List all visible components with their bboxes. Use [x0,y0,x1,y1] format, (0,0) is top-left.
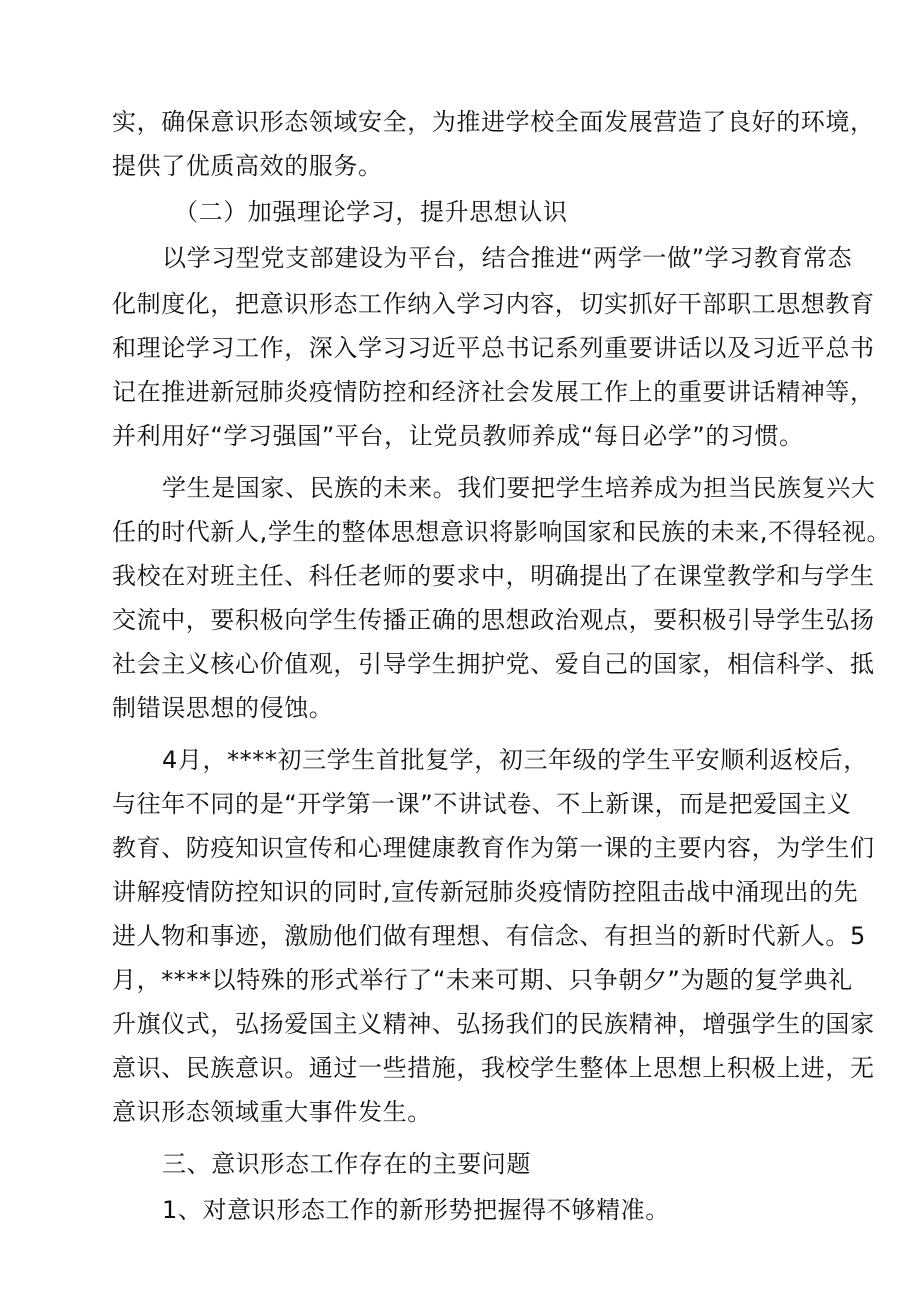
text-line: 我校在对班主任、科任老师的要求中，明确提出了在课堂教学和与学生 [112,562,875,590]
text-line: 月，****以特殊的形式举行了“未来可期、只争朝夕”为题的复学典礼 [112,966,853,994]
text-line: 学生是国家、民族的未来。我们要把学生培养成为担当民族复兴大 [162,474,876,502]
text-line: 以学习型党支部建设为平台，结合推进“两学一做”学习教育常态 [162,244,853,272]
text-line: 升旗仪式，弘扬爱国主义精神、弘扬我们的民族精神，增强学生的国家 [112,1010,875,1038]
text-line: 意识形态领域重大事件发生。 [112,1098,432,1126]
text-line: 4月，****初三学生首批复学，初三年级的学生平安顺利返校后， [162,746,868,774]
text-line: 讲解疫情防控知识的同时,宣传新冠肺炎疫情防控阻击战中涌现出的先 [112,878,859,906]
text-line: 与往年不同的是“开学第一课”不讲试卷、不上新课，而是把爱国主义 [112,790,852,818]
text-line: 记在推进新冠肺炎疫情防控和经济社会发展工作上的重要讲话精神等， [112,378,875,406]
text-line: 实，确保意识形态领域安全，为推进学校全面发展营造了良好的环境， [112,108,875,136]
numbered-item: 1、对意识形态工作的新形势把握得不够精准。 [162,1196,670,1224]
section-heading: （二）加强理论学习，提升思想认识 [174,198,568,226]
text-line: 社会主义核心价值观，引导学生拥护党、爱自己的国家，相信科学、抵 [112,650,875,678]
text-line: 和理论学习工作，深入学习习近平总书记系列重要讲话以及习近平总书 [112,334,875,362]
text-line: 提供了优质高效的服务。 [112,152,383,180]
text-line: 意识、民族意识。通过一些措施，我校学生整体上思想上积极上进，无 [112,1054,875,1082]
text-line: 交流中，要积极向学生传播正确的思想政治观点，要积极引导学生弘扬 [112,606,875,634]
text-line: 教育、防疫知识宣传和心理健康教育作为第一课的主要内容，为学生们 [112,834,875,862]
text-line: 制错误思想的侵蚀。 [112,694,334,722]
text-line: 任的时代新人,学生的整体思想意识将影响国家和民族的未来,不得轻视。 [112,518,892,546]
text-line: 并利用好“学习强国”平台，让党员教师养成“每日必学”的习惯。 [112,422,804,450]
text-line: 化制度化，把意识形态工作纳入学习内容，切实抓好干部职工思想教育 [112,290,875,318]
section-heading: 三、意识形态工作存在的主要问题 [162,1150,531,1178]
text-line: 进人物和事迹，激励他们做有理想、有信念、有担当的新时代新人。5 [112,922,866,950]
